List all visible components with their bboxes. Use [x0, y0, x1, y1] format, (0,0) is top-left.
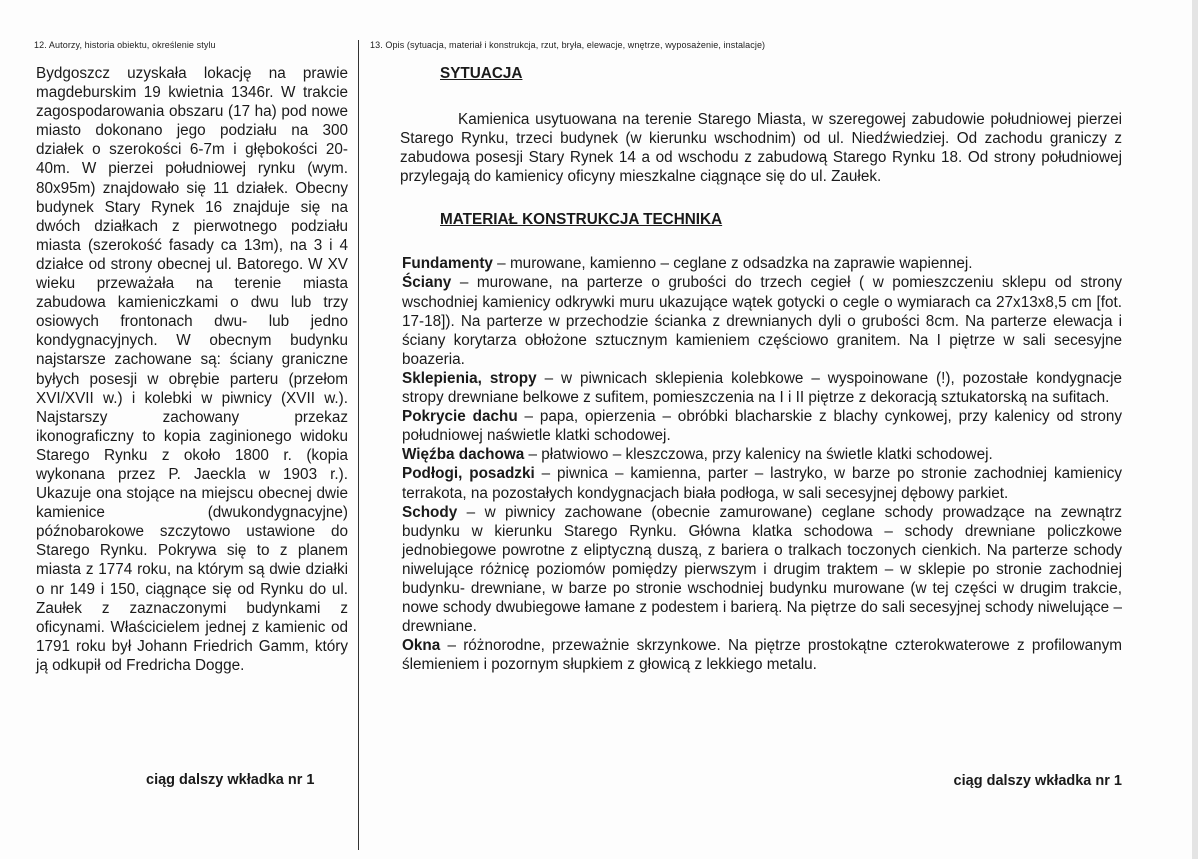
entry-text: – w piwnicach sklepienia kolebkowe – wyspoinowane (!), pozostałe kondygnacje stropy drewniane belkowe z sufitem, pomieszczenia na I i II piętrze z dekoracją sztukatorską na sufitach. — [402, 369, 1123, 407]
left-column — [30, 40, 348, 675]
entry-wiezba-dachowa — [402, 445, 1122, 464]
material-entries — [370, 254, 1122, 674]
column-divider — [358, 40, 359, 850]
entry-text: – płatwiowo – kleszczowa, przy kalenicy na świetle klatki schodowej. — [524, 446, 993, 464]
entry-text: – papa, opierzenia – obróbki blacharskie z blachy cynkowej, przy kalenicy od strony południowej naświetle klatki schodowej. — [402, 408, 1122, 445]
entry-text: – murowane, na parterze o grubości do trzech cegieł ( w pomieszczeniu sklepu od strony wschodniej kamienicy odkrywki muru ukazujące wątek gotycki o cegle o wymiarach ca 27x13x8,5 cm [fot. 17-18]). Na parterze w przechodzie ścianka z drewnianych dyli o grubości 8cm. Na parterze elewacja i ściany korytarza obłożone sztucznym kamieniem częściowo granitem. Na I piętrze w sali secesyjne boazeria. — [402, 274, 1122, 368]
entry-term: Schody — [402, 503, 458, 521]
entry-text: – piwnica – kamienna, parter – lastryko, w barze po stronie zachodniej kamienicy terrakota, na pozostałych kondygnacjach biała podłoga, w sali secesyjnej dębowy parkiet. — [402, 465, 1122, 502]
entry-fundamenty — [402, 254, 1122, 273]
entry-schody — [402, 503, 1122, 637]
entry-text: – murowane, kamienno – ceglane z odsadzka na zaprawie wapiennej. — [492, 255, 973, 273]
entry-sklepienia — [402, 369, 1122, 407]
entry-term: Okna — [402, 637, 441, 655]
right-section-label: 13. Opis (sytuacja, materiał i konstrukcja, rzut, bryła, elewacje, wnętrze, wyposażenie, instalacje) — [370, 40, 766, 50]
entry-term: Więźba dachowa — [402, 446, 525, 464]
entry-podlogi — [402, 464, 1122, 502]
right-continuation-note: ciąg dalszy wkładka nr 1 — [953, 773, 1122, 789]
entry-sciany — [402, 273, 1122, 368]
right-column — [370, 40, 1123, 789]
left-continuation-note: ciąg dalszy wkładka nr 1 — [146, 772, 315, 788]
history-text: Bydgoszcz uzyskała lokację na prawie magdeburskim 19 kwietnia 1346r. W trakcie zagospodarowania obszaru (17 ha) pod nowe miasto dokonano jego podziału na 300 działek o szerokości 6-7m i głębokości 20-40m. W pierzei południowej rynku (wym. 80x95m) znajdowało się 11 działek. Obecny budynek Stary Rynek 16 znajduje się na dwóch działkach z pierwotnego podziału miasta (szerokość fasady ca 13m), na 3 i 4 działce od strony obecnej ul. Batorego. W XV wieku przeważała na terenie miasta zabudowa kamieniczkami o dwu lub trzy osiowych frontonach dwu- lub jedno kondygnacyjnych. W obecnym budynku najstarsze zachowane są: ściany graniczne byłych posesji w obrębie parteru (przełom XVI/XVII w.) i kolebki w piwnicy (XVII w.). Najstarszy zachowany przekaz ikonograficzny to kopia zaginionego widoku Starego Rynku z około 1800 r. (kopia wykonana przez P. Jaeckla w 1903 r.). Ukazuje ona stojące na miejscu obecnej dwie kamienice (dwukondygnacyjne) późnobarokowe szczytowo ustawione do Starego Rynku. Pokrywa się to z planem miasta z 1774 roku, na którym są dwie działki o nr 149 i 150, ciągnące się od Rynku do ul. Zaułek z zaznaczonymi budynkami z oficynami. Właścicielem jednej z kamienic od 1791 roku był Johann Friedrich Gamm, który ją odkupił od Fredricha Dogge. — [36, 65, 348, 674]
entry-term: Sklepienia, stropy — [402, 369, 537, 387]
left-section-label: 12. Autorzy, historia obiektu, określenie stylu — [34, 40, 216, 50]
entry-okna — [402, 636, 1122, 674]
entry-text: – różnorodne, przeważnie skrzynkowe. Na piętrze prostokątne czterokwaterowe z profilowanym ślemieniem i pozornym słupkiem z głowicą z lekkiego metalu. — [402, 637, 1122, 674]
material-heading: MATERIAŁ KONSTRUKCJA TECHNIKA — [440, 211, 723, 229]
entry-term: Pokrycie dachu — [402, 408, 518, 426]
entry-pokrycie-dachu — [402, 407, 1122, 445]
situation-heading: SYTUACJA — [440, 65, 523, 82]
entry-term: Ściany — [402, 274, 452, 292]
entry-text: – w piwnicy zachowane (obecnie zamurowane) ceglane schody prowadzące na zewnątrz budynku w kierunku Starego Rynku. Główna klatka schodowa – schody drewniane policzkowe jednobiegowe powrotne z eliptyczną duszą, z bariera o tralkach toczonych cienkich. Na parterze schody niwelujące różnicę poziomów pomiędzy pierwszym i drugim traktem – w sklepie po stronie zachodniej budynku- drewniane, w barze po stronie wschodniej budynku murowane (w tej części w drugim trakcie, nowe schody dwubiegowe łamane z podestem i barierą. Na piętrze do sali secesyjnej schody niwelujące – drewniane. — [402, 503, 1122, 636]
entry-term: Podłogi, posadzki — [402, 465, 535, 483]
situation-text: Kamienica usytuowana na terenie Starego Miasta, w szeregowej zabudowie południowej pierzei Starego Rynku, trzeci budynek (w kierunku wschodnim) od ul. Niedźwiedziej. Od zachodu graniczy z zabudowa posesji Stary Rynek 14 a od wschodu z zabudową Starego Rynku 18. Od strony południowej przylegają do kamienicy oficyny mieszkalne ciągnące się do ul. Zaułek. — [400, 111, 1122, 186]
page-edge — [1192, 0, 1198, 859]
entry-term: Fundamenty — [402, 255, 493, 273]
